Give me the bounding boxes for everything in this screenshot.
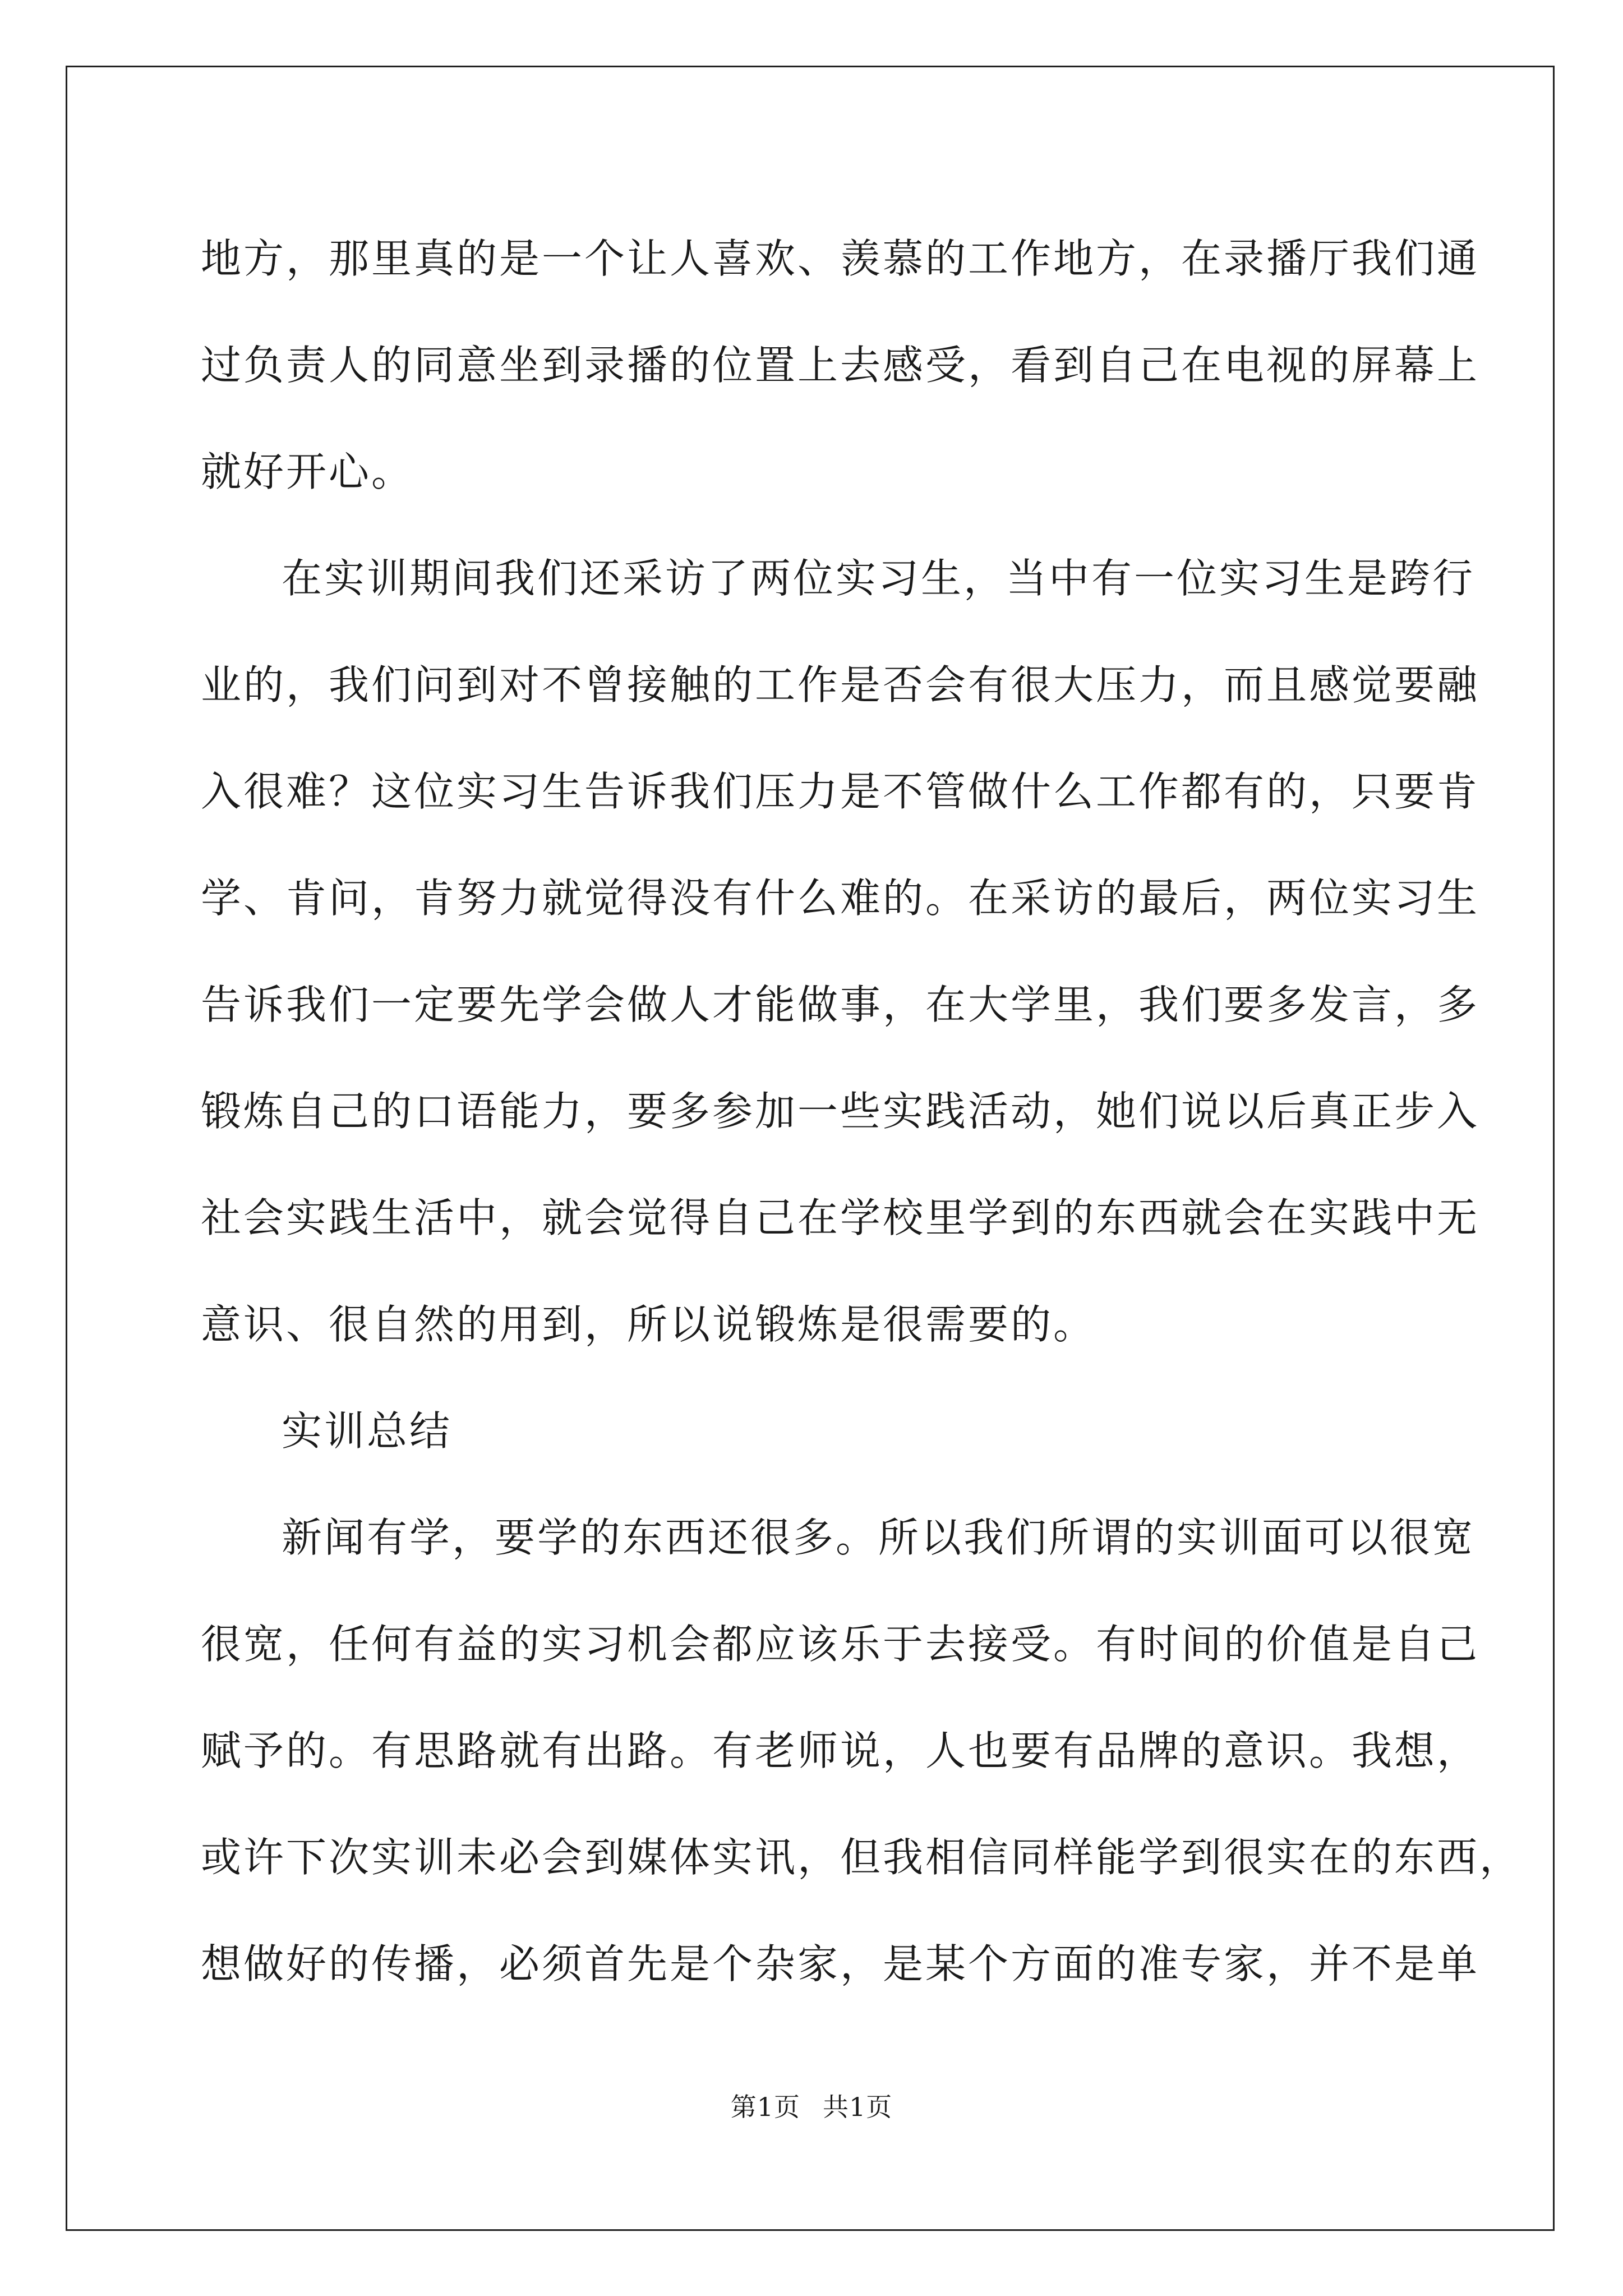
text-line: 学、肯问，肯努力就觉得没有什么难的。在采访的最后，两位实习生 [201, 875, 1480, 922]
text-line: 新闻有学，要学的东西还很多。所以我们所谓的实训面可以很宽 [282, 1514, 1476, 1561]
text-line: 赋予的。有思路就有出路。有老师说，人也要有品牌的意识。我想， [201, 1727, 1480, 1774]
text-line: 告诉我们一定要先学会做人才能做事，在大学里，我们要多发言，多 [201, 981, 1480, 1028]
text-line: 或许下次实训未必会到媒体实讯，但我相信同样能学到很实在的东西， [201, 1834, 1523, 1881]
text-line: 锻炼自己的口语能力，要多参加一些实践活动，她们说以后真正步入 [201, 1088, 1480, 1135]
text-line: 意识、很自然的用到，所以说锻炼是很需要的。 [201, 1301, 1096, 1348]
text-line: 地方，那里真的是一个让人喜欢、羡慕的工作地方，在录播厅我们通 [201, 235, 1480, 282]
document-body [201, 205, 1523, 2017]
text-line: 想做好的传播，必须首先是个杂家，是某个方面的准专家，并不是单 [201, 1940, 1480, 1987]
text-line: 在实训期间我们还采访了两位实习生，当中有一位实习生是跨行 [282, 555, 1476, 602]
text-line: 就好开心。 [201, 448, 414, 495]
page-footer [0, 2087, 1623, 2124]
text-line: 过负责人的同意坐到录播的位置上去感受，看到自己在电视的屏幕上 [201, 342, 1480, 389]
text-line: 很宽，任何有益的实习机会都应该乐于去接受。有时间的价值是自己 [201, 1621, 1480, 1668]
page-number-current: 第1页 [730, 2092, 800, 2122]
text-line: 社会实践生活中，就会觉得自己在学校里学到的东西就会在实践中无 [201, 1194, 1480, 1241]
page-number-total: 共1页 [823, 2092, 893, 2122]
text-line: 入很难？这位实习生告诉我们压力是不管做什么工作都有的，只要肯 [201, 768, 1480, 815]
text-line: 业的，我们问到对不曾接触的工作是否会有很大压力，而且感觉要融 [201, 661, 1480, 708]
section-heading: 实训总结 [282, 1407, 453, 1455]
